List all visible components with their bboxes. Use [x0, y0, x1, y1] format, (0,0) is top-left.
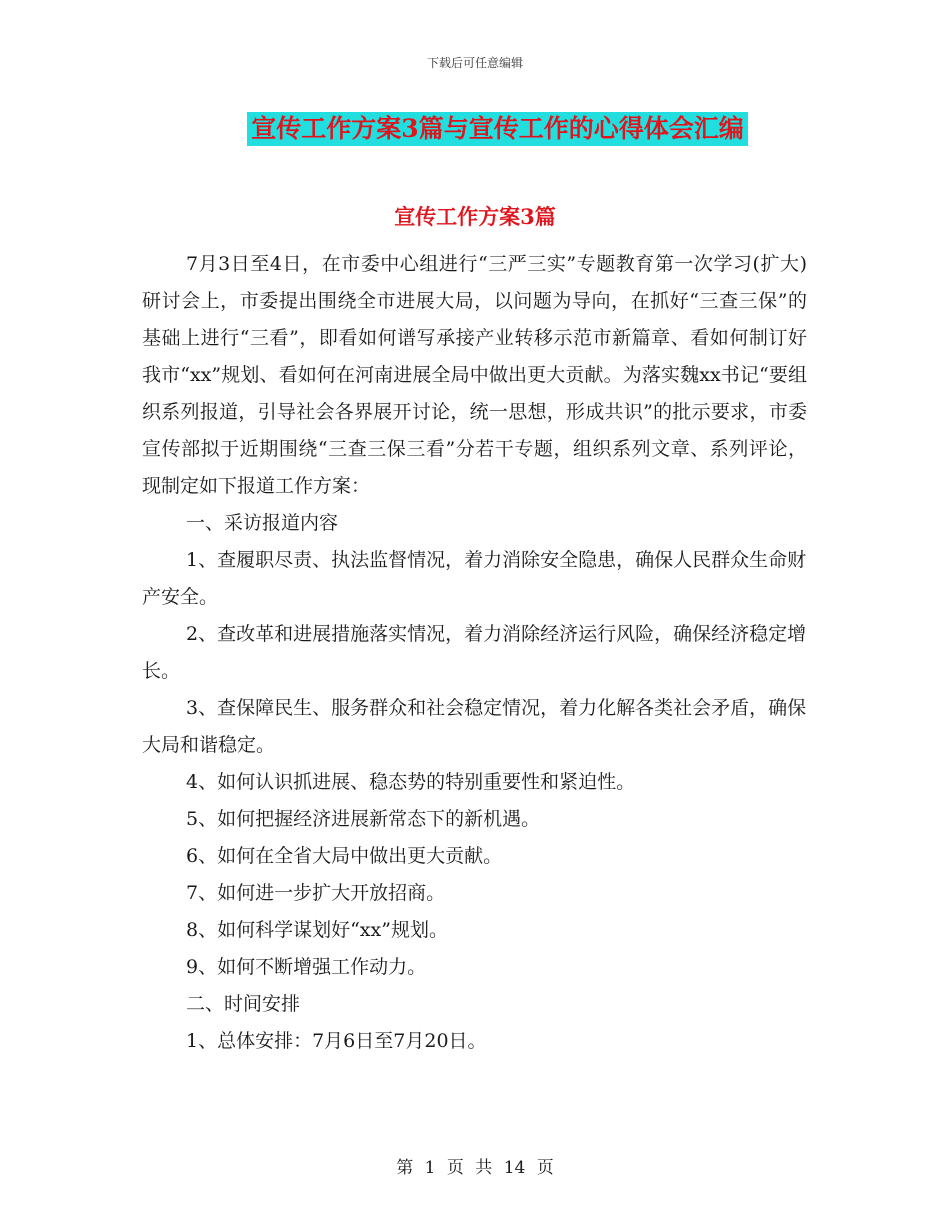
list-item: 6、如何在全省大局中做出更大贡献。: [186, 845, 503, 867]
list-item: 4、如何认识抓进展、稳态势的特别重要性和紧迫性。: [186, 771, 636, 793]
heading-reporting-content: 一、采访报道内容: [186, 512, 339, 534]
header-note: 下载后可任意编辑: [426, 56, 523, 70]
section-title: 宣传工作方案3篇: [394, 204, 556, 229]
list-item: 1、查履职尽责、执法监督情况，着力消除安全隐患，确保人民群众生命财产安全。: [142, 549, 807, 608]
list-item: 9、如何不断增强工作动力。: [186, 956, 427, 978]
list-item: 7、如何进一步扩大开放招商。: [186, 882, 446, 904]
document-body: [142, 246, 807, 1060]
list-item: 2、查改革和进展措施落实情况，着力消除经济运行风险，确保经济稳定增长。: [142, 623, 807, 682]
intro-paragraph: 7月3日至4日，在市委中心组进行“三严三实”专题教育第一次学习(扩大)研讨会上，市委提出围绕全市进展大局，以问题为导向，在抓好“三查三保”的基础上进行“三看”，即看如何谱写承接产业转移示范市新篇章、看如何制订好我市“xx”规划、看如何在河南进展全局中做出更大贡献。为落实魏xx书记“要组织系列报道，引导社会各界展开讨论，统一思想，形成共识”的批示要求，市委宣传部拟于近期围绕“三查三保三看”分若干专题，组织系列文章、系列评论，现制定如下报道工作方案：: [142, 253, 807, 497]
list-item: 3、查保障民生、服务群众和社会稳定情况，着力化解各类社会矛盾，确保大局和谐稳定。: [142, 697, 807, 756]
heading-time-schedule: 二、时间安排: [186, 993, 301, 1015]
page-number: 第 1 页 共 14 页: [396, 1158, 554, 1178]
document-title-wrap: [0, 112, 950, 146]
document-title: 宣传工作方案3篇与宣传工作的心得体会汇编: [247, 112, 747, 146]
list-item: 8、如何科学谋划好“xx”规划。: [186, 919, 448, 941]
list-item: 5、如何把握经济进展新常态下的新机遇。: [186, 808, 541, 830]
schedule-item: 1、总体安排：7月6日至7月20日。: [186, 1030, 487, 1052]
